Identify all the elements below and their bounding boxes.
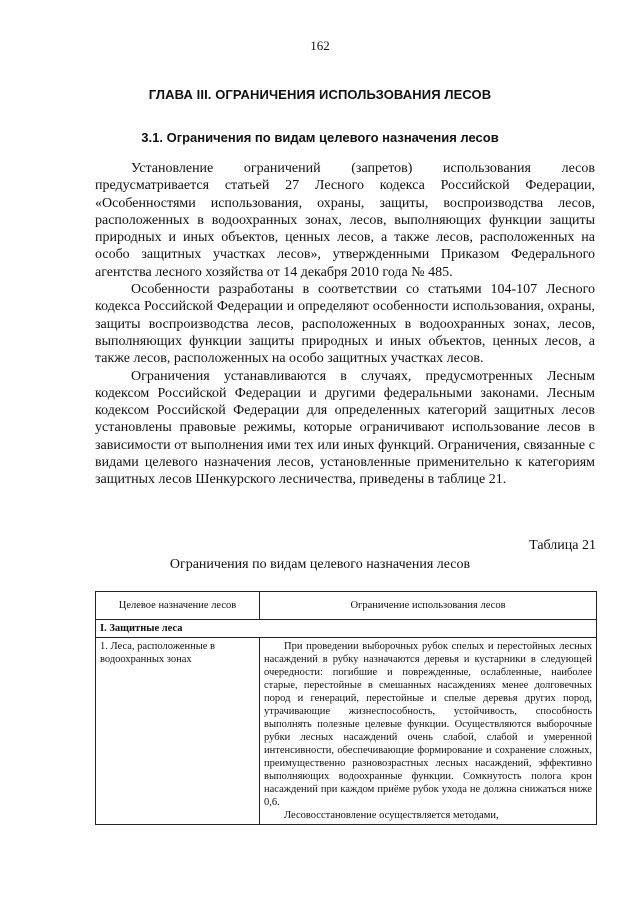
chapter-title: ГЛАВА III. ОГРАНИЧЕНИЯ ИСПОЛЬЗОВАНИЯ ЛЕСОВ [148,87,492,102]
restrictions-table [95,591,597,825]
restriction-text-2: Лесовосстановление осуществляется методами, [284,810,499,821]
body-text [95,160,595,489]
header-purpose: Целевое назначение лесов [96,592,260,620]
paragraph-3: Ограничения устанавливаются в случаях, предусмотренных Лесным кодексом Российской Федерации и другими федеральными законами. Лесным кодексом Российской Федерации для определенных категорий защитных лесов установлены правовые режимы, которые ограничивают использование лесов в зависимости от выполнения ими тех или иных функций. Ограничения, связанные с видами целевого назначения лесов, установленные применительно к категориям защитных лесов Шенкурского лесничества, приведены в таблице 21. [95,368,595,488]
row-purpose: 1. Леса, расположенные в водоохранных зонах [96,638,260,825]
paragraph-2: Особенности разработаны в соответствии со статьями 104-107 Лесного кодекса Российской Федерации и определяют особенности использования, охраны, защиты воспроизводства лесов, расположенных в водоохранных зонах, лесов, выполняющих функции защиты природных и иных объектов, ценных лесов, а также лесов, расположенных на особо защитных участках лесов. [95,282,595,367]
page-number: 162 [310,38,330,53]
row-restriction [260,638,597,825]
section-title: 3.1. Ограничения по видам целевого назначения лесов [141,130,499,145]
table-group-row [96,620,597,638]
table-title: Ограничения по видам целевого назначения лесов [169,557,471,572]
table-row [96,638,597,825]
header-restriction: Ограничение использования лесов [260,592,597,620]
paragraph-1: Установление ограничений (запретов) использования лесов предусматривается статьей 27 Лесного кодекса Российской Федерации, «Особенностями использования, охраны, защиты, воспроизводства лесов, расположенных в водоохранных зонах, лесов, выполняющих функции защиты природных и иных объектов, ценных лесов, а также лесов, расположенных на особо защитных участках лесов», утвержденными Приказом Федерального агентства лесного хозяйства от 14 декабря 2010 года № 485. [95,161,595,280]
restriction-text-1: При проведении выборочных рубок спелых и перестойных лесных насаждений в рубку назначаются деревья и кустарники в следующей очередности: погибшие и поврежденные, ослабленные, наиболее старые, перестойные в смешанных насаждениях менее долговечных пород и генераций, перестойные и спелые деревья других пород, утрачивающие жизнеспособность, устойчивость, способность выполнять полезные целевые функции. Осуществляются выборочные рубки лесных насаждений очень слабой, слабой и умеренной интенсивности, обеспечивающие формирование и сохранение сложных, преимущественно разновозрастных лесных насаждений, эффективно выполняющих водоохранные функции. Сомкнутость полога крон насаждений при каждом приёме рубок ухода не должна снижаться ниже 0,6. [264,641,592,808]
table-header-row [96,592,597,620]
table-label: Таблица 21 [529,538,596,553]
group-label: I. Защитные леса [96,620,597,638]
